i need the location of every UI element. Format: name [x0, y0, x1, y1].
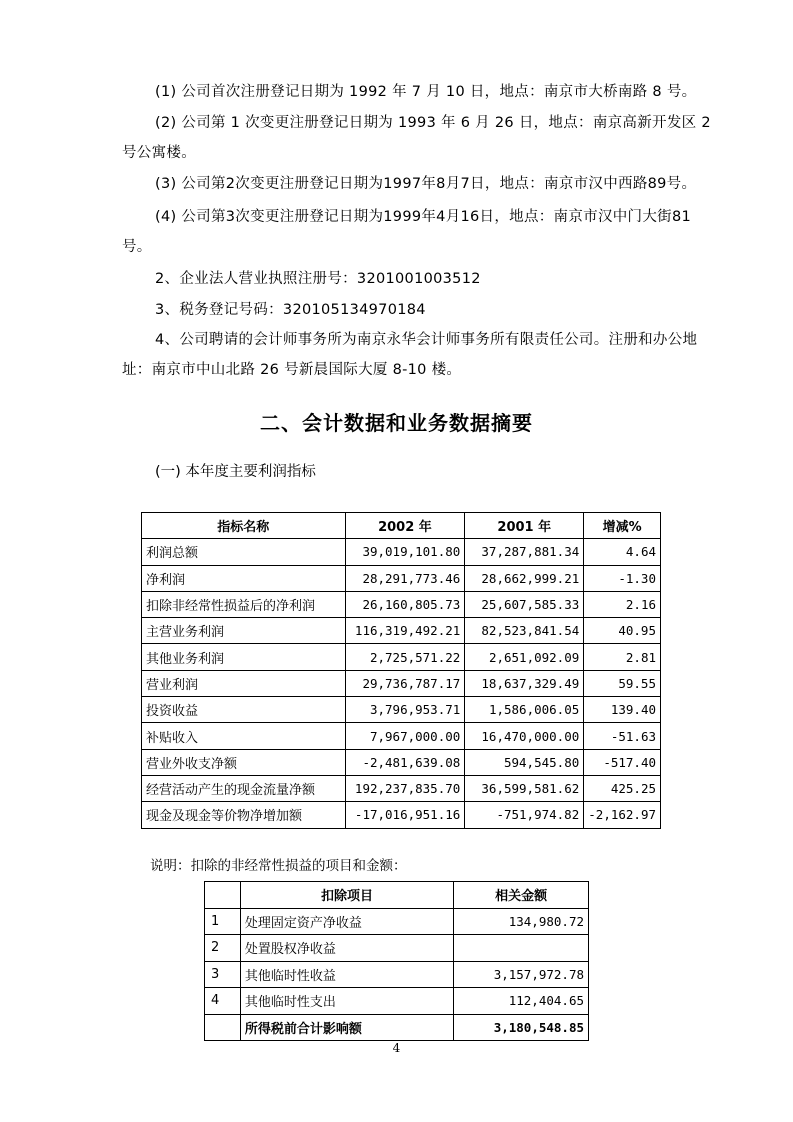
table-row: [142, 697, 661, 723]
para-registration-2: (2) 公司第 1 次变更注册登记日期为 1993 年 6 月 26 日，地点：南京高新开发区 2 号公寓楼。: [122, 115, 711, 161]
indicator-name-cell: 补贴收入: [142, 723, 346, 749]
table-row: [142, 802, 661, 828]
indicator-name-cell: 投资收益: [142, 697, 346, 723]
column-header: 扣除项目: [240, 882, 453, 909]
table-row: [205, 935, 589, 962]
item-cell: 处理固定资产净收益: [240, 908, 453, 935]
column-header: 增减%: [584, 513, 661, 539]
value-cell: -751,974.82: [465, 802, 584, 828]
item-cell: 其他临时性支出: [240, 988, 453, 1015]
value-cell: -2,481,639.08: [345, 749, 465, 775]
para-registration-3: (3) 公司第2次变更注册登记日期为1997年8月7日，地点：南京市汉中西路89号。: [155, 176, 697, 192]
value-cell: 25,607,585.33: [465, 591, 584, 617]
value-cell: 139.40: [584, 697, 661, 723]
value-cell: 26,160,805.73: [345, 591, 465, 617]
deduction-note: 说明：扣除的非经常性损益的项目和金额：: [150, 858, 407, 874]
column-header: [205, 882, 241, 909]
value-cell: 36,599,581.62: [465, 775, 584, 801]
value-cell: 59.55: [584, 670, 661, 696]
column-header: 指标名称: [142, 513, 346, 539]
value-cell: 37,287,881.34: [465, 539, 584, 565]
column-header: 2001 年: [465, 513, 584, 539]
table-row: [205, 908, 589, 935]
total-row: [205, 1014, 589, 1041]
indicator-name-cell: 现金及现金等价物净增加额: [142, 802, 346, 828]
deduction-table: [204, 881, 589, 1041]
table-row: [142, 618, 661, 644]
indicator-name-cell: 经营活动产生的现金流量净额: [142, 775, 346, 801]
value-cell: 4.64: [584, 539, 661, 565]
value-cell: -517.40: [584, 749, 661, 775]
table-row: [142, 775, 661, 801]
table-header-row: [205, 882, 589, 909]
value-cell: -17,016,951.16: [345, 802, 465, 828]
value-cell: 3,796,953.71: [345, 697, 465, 723]
index-cell: 2: [205, 935, 241, 962]
index-cell: 3: [205, 961, 241, 988]
value-cell: 18,637,329.49: [465, 670, 584, 696]
value-cell: 82,523,841.54: [465, 618, 584, 644]
table-header-row: [142, 513, 661, 539]
profit-indicator-table: [141, 512, 661, 829]
value-cell: 29,736,787.17: [345, 670, 465, 696]
index-cell: 1: [205, 908, 241, 935]
table-row: [205, 988, 589, 1015]
value-cell: 2,725,571.22: [345, 644, 465, 670]
amount-cell: [454, 935, 589, 962]
value-cell: 7,967,000.00: [345, 723, 465, 749]
table-row: [205, 961, 589, 988]
para-accounting-firm: 4、公司聘请的会计师事务所为南京永华会计师事务所有限责任公司。注册和办公地址：南京市中山北路 26 号新晨国际大厦 8-10 楼。: [122, 332, 698, 378]
value-cell: 2.16: [584, 591, 661, 617]
index-cell: 4: [205, 988, 241, 1015]
amount-cell: 134,980.72: [454, 908, 589, 935]
table-row: [142, 644, 661, 670]
page-number: 4: [392, 1041, 401, 1055]
indicator-name-cell: 营业外收支净额: [142, 749, 346, 775]
value-cell: 594,545.80: [465, 749, 584, 775]
table-row: [142, 723, 661, 749]
value-cell: 192,237,835.70: [345, 775, 465, 801]
value-cell: 425.25: [584, 775, 661, 801]
indicator-name-cell: 利润总额: [142, 539, 346, 565]
subsection-title: (一) 本年度主要利润指标: [155, 464, 316, 480]
item-cell: 处置股权净收益: [240, 935, 453, 962]
value-cell: -2,162.97: [584, 802, 661, 828]
value-cell: 28,662,999.21: [465, 565, 584, 591]
indicator-name-cell: 主营业务利润: [142, 618, 346, 644]
value-cell: 16,470,000.00: [465, 723, 584, 749]
amount-cell: 112,404.65: [454, 988, 589, 1015]
table-cell: [205, 1014, 241, 1041]
value-cell: 2.81: [584, 644, 661, 670]
item-cell: 其他临时性收益: [240, 961, 453, 988]
table-row: [142, 539, 661, 565]
indicator-name-cell: 净利润: [142, 565, 346, 591]
indicator-name-cell: 扣除非经常性损益后的净利润: [142, 591, 346, 617]
table-row: [142, 591, 661, 617]
column-header: 2002 年: [345, 513, 465, 539]
total-value: 3,180,548.85: [454, 1014, 589, 1041]
section-title: 二、会计数据和业务数据摘要: [260, 411, 533, 435]
value-cell: -51.63: [584, 723, 661, 749]
table-row: [142, 565, 661, 591]
amount-cell: 3,157,972.78: [454, 961, 589, 988]
para-license-number: 2、企业法人营业执照注册号：3201001003512: [155, 271, 481, 287]
table-row: [142, 749, 661, 775]
value-cell: 1,586,006.05: [465, 697, 584, 723]
para-registration-4: (4) 公司第3次变更注册登记日期为1999年4月16日，地点：南京市汉中门大街81号。: [122, 209, 691, 255]
table-row: [142, 670, 661, 696]
value-cell: 2,651,092.09: [465, 644, 584, 670]
para-tax-number: 3、税务登记号码：320105134970184: [155, 302, 426, 318]
para-registration-1: (1) 公司首次注册登记日期为 1992 年 7 月 10 日，地点：南京市大桥南路 8 号。: [155, 84, 697, 100]
value-cell: 39,019,101.80: [345, 539, 465, 565]
total-label: 所得税前合计影响额: [240, 1014, 453, 1041]
value-cell: -1.30: [584, 565, 661, 591]
value-cell: 28,291,773.46: [345, 565, 465, 591]
indicator-name-cell: 其他业务利润: [142, 644, 346, 670]
value-cell: 116,319,492.21: [345, 618, 465, 644]
indicator-name-cell: 营业利润: [142, 670, 346, 696]
value-cell: 40.95: [584, 618, 661, 644]
column-header: 相关金额: [454, 882, 589, 909]
